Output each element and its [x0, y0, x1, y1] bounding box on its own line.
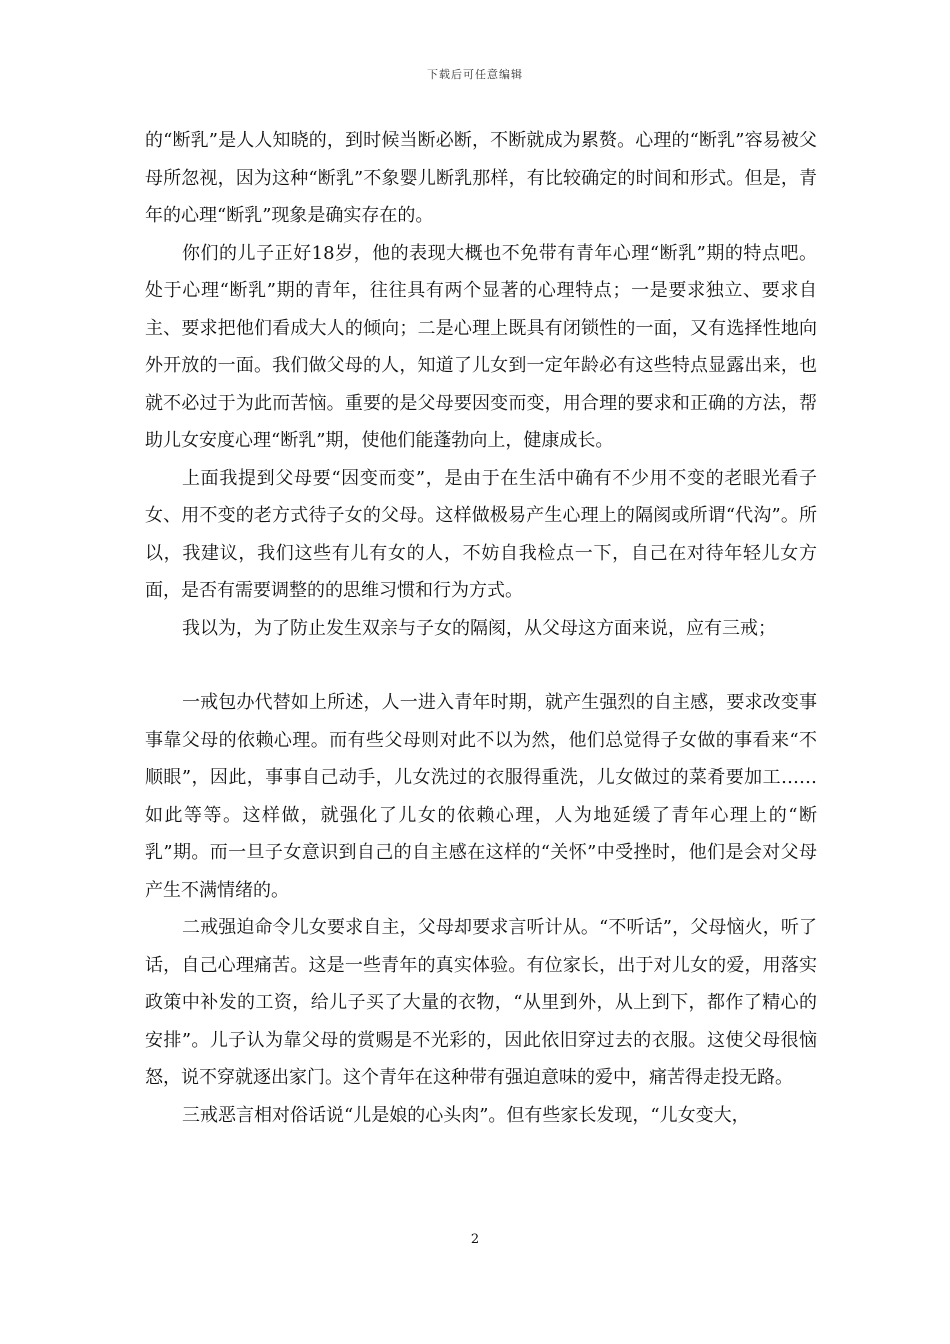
paragraph: 我以为，为了防止发生双亲与子女的隔阂，从父母这方面来说，应有三戒； — [182, 617, 776, 639]
paragraph: 一戒包办代替如上所述，人一进入青年时期，就产生强烈的自主感，要求改变事事靠父母的依赖心理。而有些父母则对此不以为然，他们总觉得子女做的事看来“不顺眼”，因此，事事自己动手，儿女洗过的衣服得重洗，儿女做过的菜肴要加工……如此等等。这样做，就强化了儿女的依赖心理，人为地延缓了青年心理上的“断乳”期。而一旦子女意识到自己的自主感在这样的“关怀”中受挫时，他们是会对父母产生不满情绪的。 — [145, 692, 817, 901]
paragraph: 的“断乳”是人人知晓的，到时候当断必断，不断就成为累赘。心理的“断乳”容易被父母所忽视，因为这种“断乳”不象婴儿断乳那样，有比较确定的时间和形式。但是，青年的心理“断乳”现象是确实存在的。 — [145, 130, 817, 226]
document-body — [145, 122, 817, 1134]
blank-line — [145, 647, 817, 684]
page-header: 下载后可任意编辑 — [427, 68, 523, 81]
paragraph: 二戒强迫命令儿女要求自主，父母却要求言听计从。“不听话”，父母恼火，听了话，自己心理痛苦。这是一些青年的真实体验。有位家长，出于对儿女的爱，用落实政策中补发的工资，给儿子买了大量的衣物，“从里到外，从上到下，都作了精心的安排”。儿子认为靠父母的赏赐是不光彩的，因此依旧穿过去的衣服。这使父母很恼怒，说不穿就逐出家门。这个青年在这种带有强迫意味的爱中，痛苦得走投无路。 — [145, 917, 817, 1088]
paragraph: 你们的儿子正好18岁，他的表现大概也不免带有青年心理“断乳”期的特点吧。处于心理“断乳”期的青年，往往具有两个显著的心理特点；一是要求独立、要求自主、要求把他们看成大人的倾向；二是心理上既具有闭锁性的一面，又有选择性地向外开放的一面。我们做父母的人，知道了儿女到一定年龄必有这些特点显露出来，也就不必过于为此而苦恼。重要的是父母要因变而变，用合理的要求和正确的方法，帮助儿女安度心理“断乳”期，使他们能蓬勃向上，健康成长。 — [145, 242, 817, 451]
paragraph: 三戒恶言相对俗话说“儿是娘的心头肉”。但有些家长发现，“儿女变大， — [182, 1104, 750, 1126]
paragraph: 上面我提到父母要“因变而变”，是由于在生活中确有不少用不变的老眼光看子女、用不变的老方式待子女的父母。这样做极易产生心理上的隔阂或所谓“代沟”。所以，我建议，我们这些有儿有女的人，不妨自我检点一下，自己在对待年轻儿女方面，是否有需要调整的的思维习惯和行为方式。 — [145, 467, 817, 601]
page-number: 2 — [470, 1232, 480, 1247]
